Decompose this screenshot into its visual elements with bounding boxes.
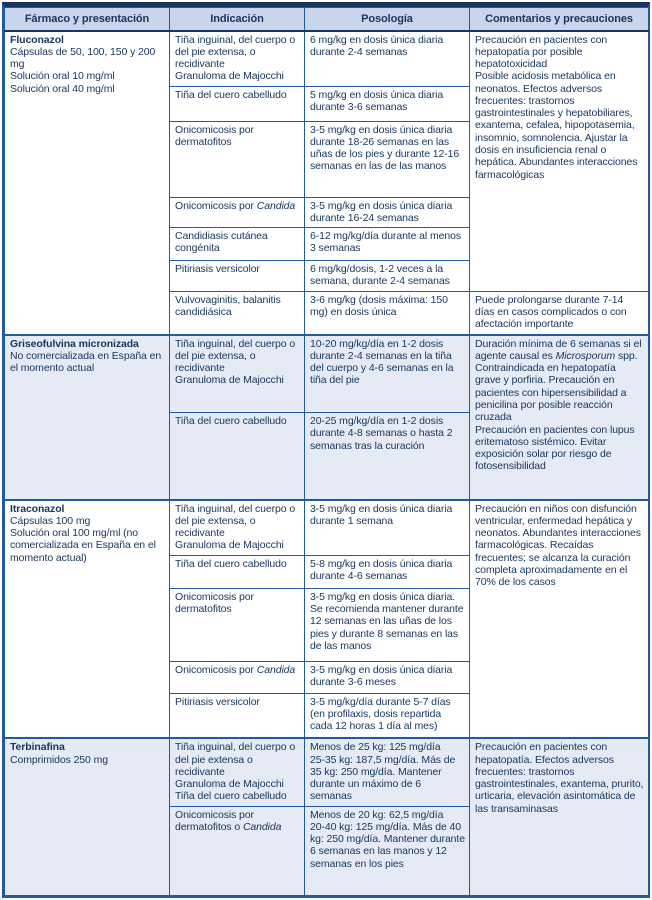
drug-name: Terbinafina <box>10 741 65 754</box>
indication-cell: Onicomicosis por dermatofitos <box>170 588 305 661</box>
comments-cell: Precaución en niños con disfunción ventricular, enfermedad hepática y neonatos. Abundantes interacciones farmacológicas. Recaídas frecuentes; se alcanza la curación completa aproximadamente en el 70% de los casos <box>470 500 649 739</box>
antifungal-dosing-table-frame <box>2 2 650 898</box>
header-row <box>5 8 649 31</box>
indication-cell: Tiña del cuero cabelludo <box>170 86 305 121</box>
posology-cell: 3-6 mg/kg (dosis máxima: 150 mg) en dosis única <box>305 291 470 334</box>
posology-cell: 3-5 mg/kg/día durante 5-7 días (en profilaxis, dosis repartida cada 12 horas 1 día al mes) <box>305 693 470 738</box>
indication-cell: Vulvovaginitis, balanitis candidiásica <box>170 291 305 334</box>
indication-cell: Tiña del cuero cabelludo <box>170 413 305 500</box>
drug-presentation: Cápsulas de 50, 100, 150 y 200 mg Solución oral 10 mg/ml Solución oral 40 mg/ml <box>10 45 156 95</box>
table-row <box>5 500 649 556</box>
posology-cell: 20-25 mg/kg/día en 1-2 dosis durante 4-8 semanas o hasta 2 semanas tras la curación <box>305 413 470 500</box>
indication-cell: Onicomicosis por Candida <box>170 197 305 228</box>
posology-cell: 6 mg/kg/dosis, 1-2 veces a la semana, durante 2-4 semanas <box>305 261 470 292</box>
indication-cell: Candidiasis cutánea congénita <box>170 228 305 261</box>
comments-cell: Puede prolongarse durante 7-14 días en casos complicados o con afectación importante <box>470 291 649 334</box>
posology-cell: 6-12 mg/kg/día durante al menos 3 semanas <box>305 228 470 261</box>
posology-cell: Menos de 25 kg: 125 mg/día 25-35 kg: 187,5 mg/día. Más de 35 kg: 250 mg/día. Mantener durante un máximo de 6 semanas <box>305 738 470 806</box>
table-row <box>5 738 649 806</box>
posology-cell: 3-5 mg/kg en dosis única diaria durante 1 semana <box>305 500 470 556</box>
column-header-farmaco: Fármaco y presentación <box>5 8 170 31</box>
posology-cell: 3-5 mg/kg en dosis única diaria durante 3-6 meses <box>305 661 470 693</box>
drug-name: Itraconazol <box>10 502 65 515</box>
comments-cell: Duración mínima de 6 semanas si el agente causal es Microsporum spp. Contraindicada en hepatopatía grave y porfiria. Precaución en pacientes con hipersensibilidad a penicilina por posible reacción cruzada Precaución en pacientes con lupus eritematoso sistémico. Evitar exposición solar por riesgo de fotosensibilidad <box>470 335 649 500</box>
column-header-comentarios: Comentarios y precauciones <box>470 8 649 31</box>
indication-cell: Tiña inguinal, del cuerpo o del pie extensa, o recidivante Granuloma de Majocchi <box>170 31 305 87</box>
drug-cell-itraconazol <box>5 500 170 739</box>
posology-cell: 5-8 mg/kg en dosis única diaria durante 4-6 semanas <box>305 555 470 588</box>
drug-presentation: Comprimidos 250 mg <box>10 753 108 766</box>
indication-cell: Onicomicosis por dermatofitos <box>170 121 305 197</box>
posology-cell: 5 mg/kg en dosis única diaria durante 3-6 semanas <box>305 86 470 121</box>
indication-cell: Onicomicosis por dermatofitos o Candida <box>170 806 305 895</box>
drug-name: Griseofulvina micronizada <box>10 337 139 350</box>
column-header-indicacion: Indicación <box>170 8 305 31</box>
indication-cell: Onicomicosis por Candida <box>170 661 305 693</box>
drug-cell-terbinafina <box>5 738 170 895</box>
drug-presentation: No comercializada en España en el momento actual <box>10 349 162 375</box>
table-row <box>5 335 649 413</box>
posology-cell: 6 mg/kg en dosis única diaria durante 2-4 semanas <box>305 31 470 87</box>
drug-name: Fluconazol <box>10 33 64 46</box>
antifungal-dosing-table <box>4 7 649 896</box>
drug-presentation: Cápsulas 100 mg Solución oral 100 mg/ml (no comercializada en España en el momento actual) <box>10 514 156 564</box>
indication-cell: Tiña inguinal, del cuerpo o del pie extensa o recidivante Granuloma de Majocchi Tiña del cuero cabelludo <box>170 738 305 806</box>
posology-cell: 10-20 mg/kg/día en 1-2 dosis durante 2-4 semanas en la tiña del cuerpo y 4-6 semanas en la tiña del pie <box>305 335 470 413</box>
drug-cell-fluconazol <box>5 31 170 335</box>
comments-cell: Precaución en pacientes con hepatopatía por posible hepatotoxicidad Posible acidosis metabólica en neonatos. Efectos adversos frecuentes: trastornos gastrointestinales y hepatobiliares, exantema, cefalea, hipopotasemia, insomnio, somnolencia. Ajustar la dosis en insuficiencia renal o hepática. Abundantes interacciones farmacológicas <box>470 31 649 292</box>
indication-cell: Tiña inguinal, del cuerpo o del pie extensa, o recidivante Granuloma de Majocchi <box>170 335 305 413</box>
indication-cell: Pitiriasis versicolor <box>170 693 305 738</box>
column-header-posologia: Posología <box>305 8 470 31</box>
posology-cell: 3-5 mg/kg en dosis única diaria durante 16-24 semanas <box>305 197 470 228</box>
indication-cell: Tiña inguinal, del cuerpo o del pie extensa, o recidivante Granuloma de Majocchi <box>170 500 305 556</box>
posology-cell: 3-5 mg/kg en dosis única diaria. Se recomienda mantener durante 12 semanas en las uñas de los pies y durante 8 semanas en las de las manos <box>305 588 470 661</box>
posology-cell: 3-5 mg/kg en dosis única diaria durante 18-26 semanas en las uñas de los pies y durante 12-16 semanas en las de las manos <box>305 121 470 197</box>
indication-cell: Pitiriasis versicolor <box>170 261 305 292</box>
table-row <box>5 31 649 87</box>
comments-cell: Precaución en pacientes con hepatopatía. Efectos adversos frecuentes: trastornos gastrointestinales, exantema, prurito, urticaria, elevación asintomática de las transaminasas <box>470 738 649 895</box>
drug-cell-griseofulvina <box>5 335 170 500</box>
posology-cell: Menos de 20 kg: 62,5 mg/día 20-40 kg: 125 mg/día. Más de 40 kg: 250 mg/día. Mantener durante 6 semanas en las manos y 12 semanas en los pies <box>305 806 470 895</box>
indication-cell: Tiña del cuero cabelludo <box>170 555 305 588</box>
